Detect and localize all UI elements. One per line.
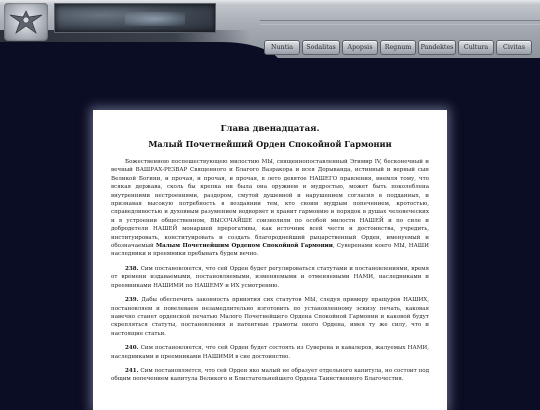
nav-pandektes[interactable]: Pandektes <box>418 40 456 55</box>
article-number: 241. <box>125 367 139 374</box>
nav-cultura[interactable]: Cultura <box>458 40 494 55</box>
document-page <box>93 110 447 410</box>
article-text: Сим постановляется, что сей Орден будет регулироваться статутами и постановлениями, время от времени издаваемыми, постановляемыми, изменяемыми и отменяемыми НАМИ, наследниками и преемниками НАШИМИ по НАШЕМУ и ИХ усмотрению. <box>111 265 429 289</box>
banner-glow <box>125 12 185 26</box>
header-divider-lines <box>260 20 540 21</box>
article-number: 240. <box>125 345 139 352</box>
article-239 <box>111 296 429 338</box>
article-241 <box>111 367 429 384</box>
header-banner-image <box>54 3 216 33</box>
intro-text-after: , Суверенами коего МЫ, НАШИ наследники и преемники пребывать будем вечно. <box>111 243 429 258</box>
article-240 <box>111 344 429 361</box>
nav-nuntia[interactable]: Nuntia <box>264 40 300 55</box>
nav-civitas[interactable]: Civitas <box>496 40 532 55</box>
site-header <box>0 0 540 58</box>
article-number: 239. <box>125 297 139 304</box>
nav-regnum[interactable]: Regnum <box>380 40 416 55</box>
nav-apopsis[interactable]: Apopsis <box>342 40 378 55</box>
intro-text-before: Божественною поспешествующею милостию МЫ, священнопоставленный Эгимир IV, бесконечный и вечный ВАШРАХ-РЕЗВАР Священного и Благого Вазракора и всея Дорыванда, истинный и верный сын Великой Богини, и прочая, и прочая, и прочая, в лето девятое НАШЕГО правления, внемля тому, что всякая держава, сколь бы крепка ни была она оружием и мудростью, может быть поколеблена внутренними нестроениями, раздором, смутой душевной и нарушением согласия в подданных, и признавая высокую потребность в воздаянии тем, кто своим мудрым попечением, кротостью, справедливостью и духовным разумением водворяет и хранит гармонию и порядок в душах человеческих и в устроении общественном, ВЫСОЧАЙШЕ соизволили по особой милости НАШЕЙ и по силе и добродетели НАШЕЙ монаршей прерогативы, как источник всей чести и достоинства, учредить, институировать, конституировать и создать благороднейший рыцарственный Орден, именуемый и обозначаемый <box>111 159 429 250</box>
header-curve <box>0 42 280 58</box>
article-text: Сим постановляется, что сей Орден яко малый не образует отдельного капитула, но состоит под общим попечением капитула Великого и Блистательнейшего Ордена Таинственного Благочестия. <box>111 367 429 383</box>
intro-order-name: Малым Почетнейшим Орденом Спокойной Гармонии <box>156 243 333 250</box>
article-number: 238. <box>125 265 139 272</box>
article-text: Сим постановляется, что сей Орден будет состоять из Суверена и кавалеров, жалуемых НАМИ, наследниками и преемниками НАШИМИ в сие достоинство. <box>111 345 429 360</box>
intro-paragraph <box>111 158 429 259</box>
chapter-title: Глава двенадцатая. <box>220 124 320 134</box>
nav-sodalitas[interactable]: Sodalitas <box>302 40 340 55</box>
eagle-emblem-icon[interactable] <box>4 3 48 41</box>
main-nav <box>264 40 532 55</box>
order-title: Малый Почетнейший Орден Спокойной Гармонии <box>148 139 392 149</box>
article-text: Дабы обеспечить законность принятия сих статутов МЫ, следуя примеру пращуров НАШИХ, постановляем и повелеваем незамедлительно изготовить по установленному эскизу печать, каковая навечно станет орденской печатью Малого Почетнейшего Ордена Спокойной Гармонии и каковой будут скрепляться статуты, постановления и патентные грамоты оного Ордена, имея ту же силу, что и настоящие статьи. <box>111 297 429 337</box>
article-238 <box>111 265 429 290</box>
